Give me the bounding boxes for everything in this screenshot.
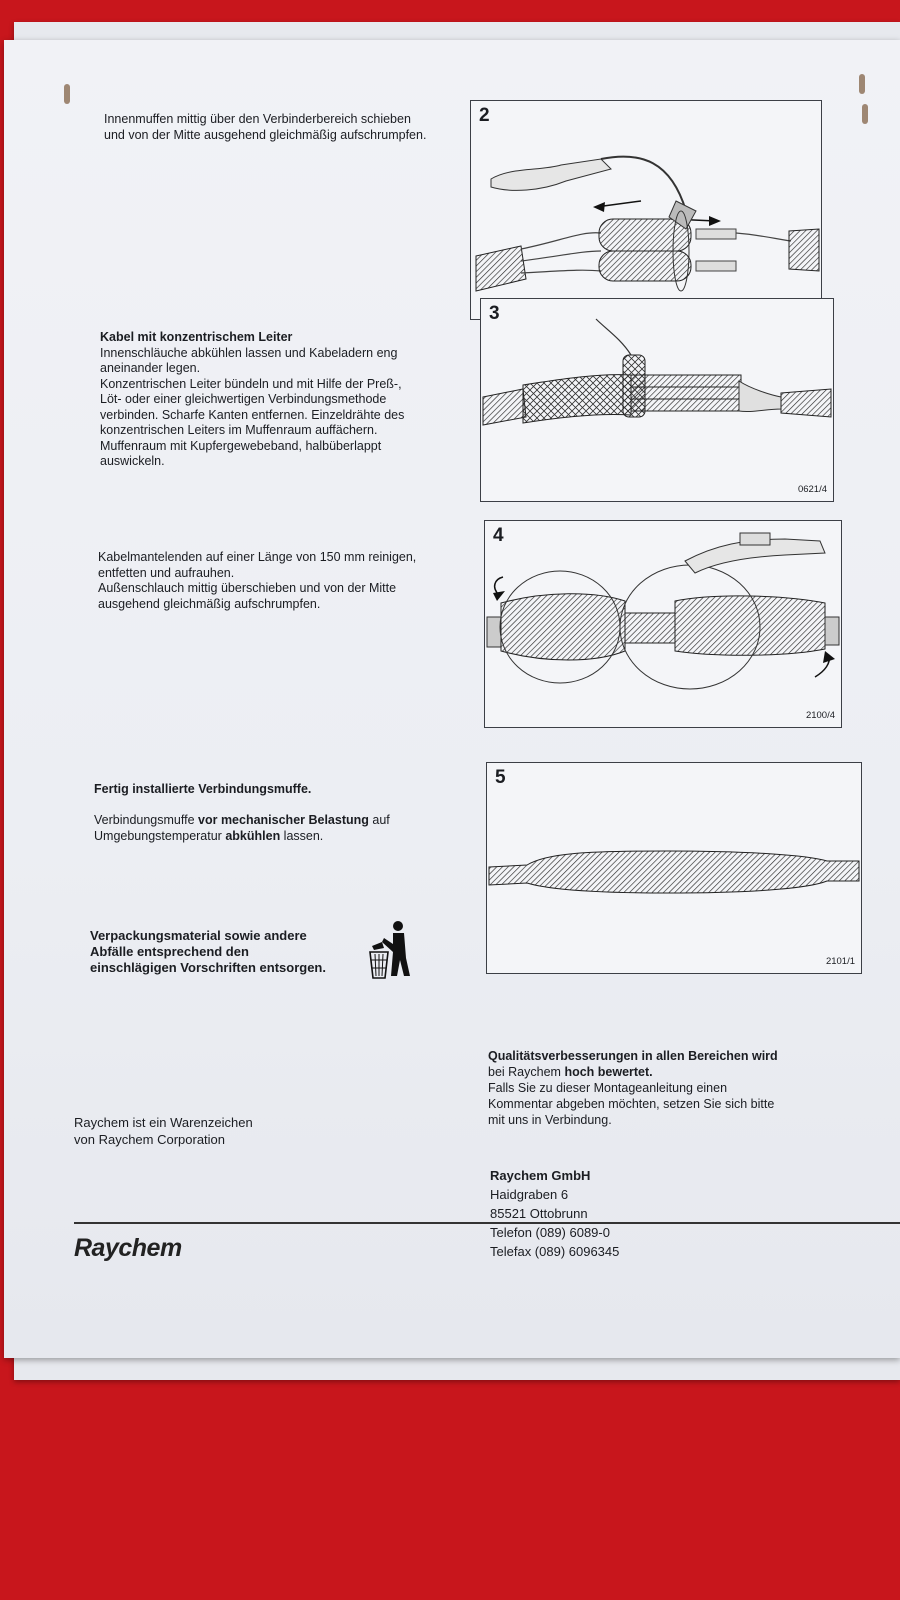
raychem-logo: Raychem [74, 1234, 182, 1262]
text-line: einschlägigen Vorschriften entsorgen. [90, 960, 326, 975]
figure-step-3 [480, 298, 834, 502]
step-heading: Fertig installierte Verbindungsmuffe. [94, 782, 312, 796]
address-street: Haidgraben 6 [490, 1187, 569, 1202]
text-line: Außenschlauch mittig überschieben und von der Mitte [98, 581, 397, 595]
figure-step-2 [470, 100, 822, 320]
feedback-heading: bei Raychem hoch bewertet. [488, 1065, 653, 1079]
trademark-note [74, 1114, 253, 1148]
text-line: Umgebungstemperatur abkühlen lassen. [94, 828, 324, 843]
text-line: konzentrischen Leiters im Muffenraum auffächern. [100, 423, 378, 437]
text-line: Raychem ist ein Warenzeichen [74, 1115, 253, 1130]
company-address [490, 1166, 619, 1261]
text-line: Falls Sie zu dieser Montageanleitung einen [488, 1081, 728, 1095]
figure-number: 3 [489, 303, 500, 324]
company-name: Raychem GmbH [490, 1168, 591, 1183]
disposal-notice [90, 928, 326, 976]
text-line: mit uns in Verbindung. [488, 1113, 612, 1127]
text-line: Konzentrischen Leiter bündeln und mit Hilfe der Preß-, [100, 376, 402, 391]
text-line: Innenschläuche abkühlen lassen und Kabeladern eng [100, 345, 398, 360]
feedback-block [488, 1048, 778, 1128]
figure-number: 2 [479, 105, 490, 126]
text-line: Kabelmantelenden auf einer Länge von 150 mm reinigen, [98, 550, 417, 564]
punch-mark [64, 84, 70, 104]
step-2-text [104, 112, 426, 143]
text-line: Kommentar abgeben möchten, setzen Sie sich bitte [488, 1097, 775, 1111]
punch-mark [862, 104, 868, 124]
figure-step-4 [484, 520, 842, 728]
address-phone: Telefon (089) 6089-0 [490, 1225, 610, 1240]
step-heading: Kabel mit konzentrischem Leiter [100, 330, 293, 344]
text-line: von Raychem Corporation [74, 1132, 226, 1147]
text-line: entfetten und aufrauhen. [98, 565, 235, 580]
feedback-heading: Qualitätsverbesserungen in allen Bereichen wird [488, 1049, 778, 1063]
punch-mark [859, 74, 865, 94]
text-line: Abfälle entsprechend den [90, 944, 249, 959]
text-line: auswickeln. [100, 454, 165, 468]
step-3-text [100, 330, 404, 470]
text-line: und von der Mitte ausgehend gleichmäßig aufschrumpfen. [104, 127, 427, 142]
text-line: ausgehend gleichmäßig aufschrumpfen. [98, 596, 321, 611]
step-4-text [98, 550, 416, 612]
text-line: Innenmuffen mittig über den Verbinderbereich schieben [104, 112, 411, 126]
step-5-text [94, 782, 390, 844]
footer-divider [74, 1222, 900, 1224]
text-line: Löt- oder einer gleichwertigen Verbindungsmethode [100, 392, 387, 406]
text-line: aneinander legen. [100, 361, 201, 375]
figure-number: 5 [495, 767, 506, 788]
figure-code: 2100/4 [805, 710, 835, 721]
text-line: verbinden. Scharfe Kanten entfernen. Einzeldrähte des [100, 407, 405, 422]
instruction-sheet [4, 40, 900, 1358]
figure-number: 4 [493, 525, 504, 546]
address-city: 85521 Ottobrunn [490, 1206, 588, 1221]
text-line: Verbindungsmuffe vor mechanischer Belastung auf [94, 813, 390, 827]
text-line: Verpackungsmaterial sowie andere [90, 928, 307, 943]
figure-step-5 [486, 762, 862, 974]
address-fax: Telefax (089) 6096345 [490, 1244, 620, 1259]
waste-bin-person-icon [360, 918, 422, 980]
figure-code: 2101/1 [825, 956, 855, 967]
figure-code: 0621/4 [797, 484, 827, 495]
text-line: Muffenraum mit Kupfergewebeband, halbüberlappt [100, 438, 382, 453]
